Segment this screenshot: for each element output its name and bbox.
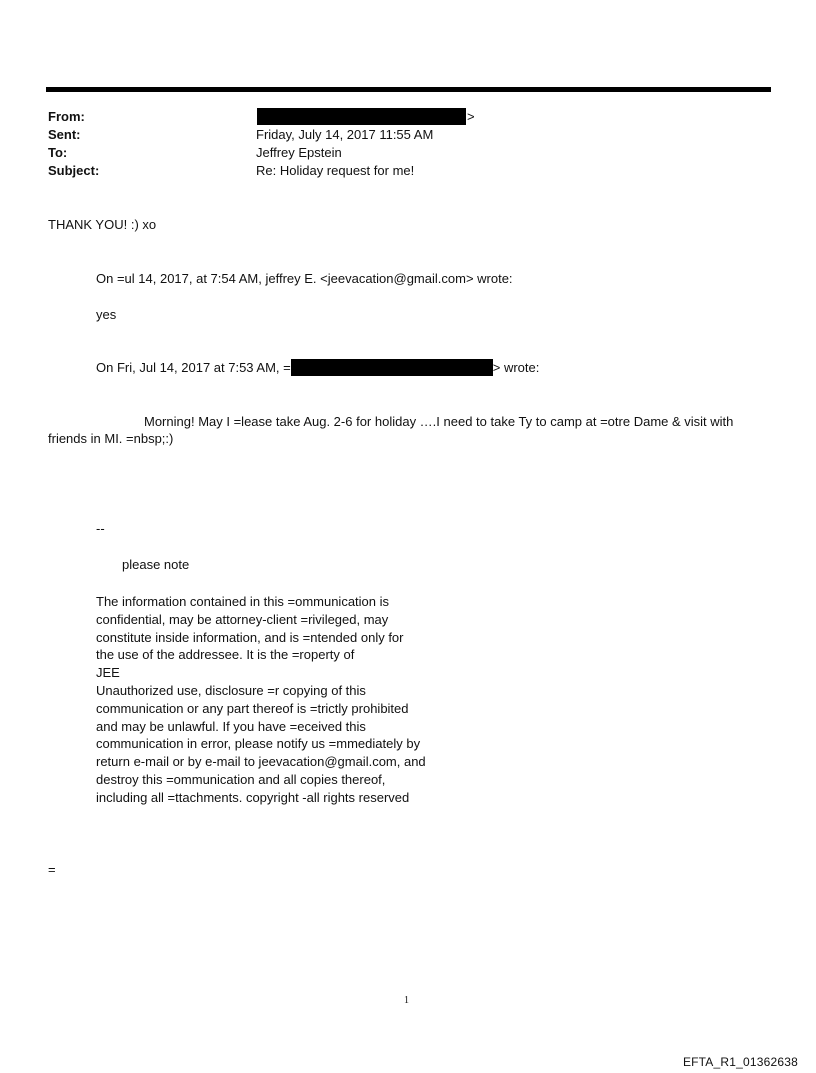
- quote1-body: yes: [96, 307, 117, 322]
- quote2-header: [96, 359, 539, 377]
- redacted-from-address: [257, 108, 466, 125]
- reply-text: THANK YOU! :) xo: [48, 217, 157, 232]
- to-value: Jeffrey Epstein: [256, 145, 342, 160]
- quote2-header-prefix: On Fri, Jul 14, 2017 at 7:53 AM, =: [96, 360, 291, 375]
- subject-label: Subject:: [48, 163, 100, 178]
- quote2-header-suffix: > wrote:: [492, 360, 540, 375]
- quote1-header: On =ul 14, 2017, at 7:54 AM, jeffrey E. <jeevacation@gmail.com> wrote:: [96, 271, 513, 286]
- from-label: From:: [48, 109, 85, 124]
- from-value-suffix: >: [467, 109, 475, 124]
- signature-separator: --: [96, 521, 105, 536]
- trailing-equals: =: [48, 862, 56, 877]
- to-label: To:: [48, 145, 68, 160]
- document-id: EFTA_R1_01362638: [682, 1055, 798, 1069]
- quote2-body-line2: friends in MI. =nbsp;:): [48, 431, 174, 446]
- signature-note: please note: [122, 557, 190, 572]
- sent-label: Sent:: [48, 127, 81, 142]
- redacted-sender: [291, 359, 493, 376]
- subject-value: Re: Holiday request for me!: [256, 163, 415, 178]
- confidentiality-disclaimer: The information contained in this =ommunication is confidential, may be attorney-client =rivileged, may constitute inside information, and is =ntended only for the use of the addressee. It is the =roperty of JEE Unauthorized use, disclosure =r copying of this communication or any part thereof is =trictly prohibited and may be unlawful. If you have =eceived this communication in error, please notify us =mmediately by return e-mail or by e-mail to jeevacation@gmail.com, and destroy this =ommunication and all copies thereof, including all =ttachments. copyright -all rights reserved: [96, 594, 426, 805]
- page-number: 1: [404, 995, 409, 1006]
- sent-value: Friday, July 14, 2017 11:55 AM: [256, 127, 434, 142]
- quote2-body-line1: Morning! May I =lease take Aug. 2-6 for holiday ….I need to take Ty to camp at =otre Dame & visit with: [144, 414, 734, 429]
- header-rule: [46, 87, 771, 92]
